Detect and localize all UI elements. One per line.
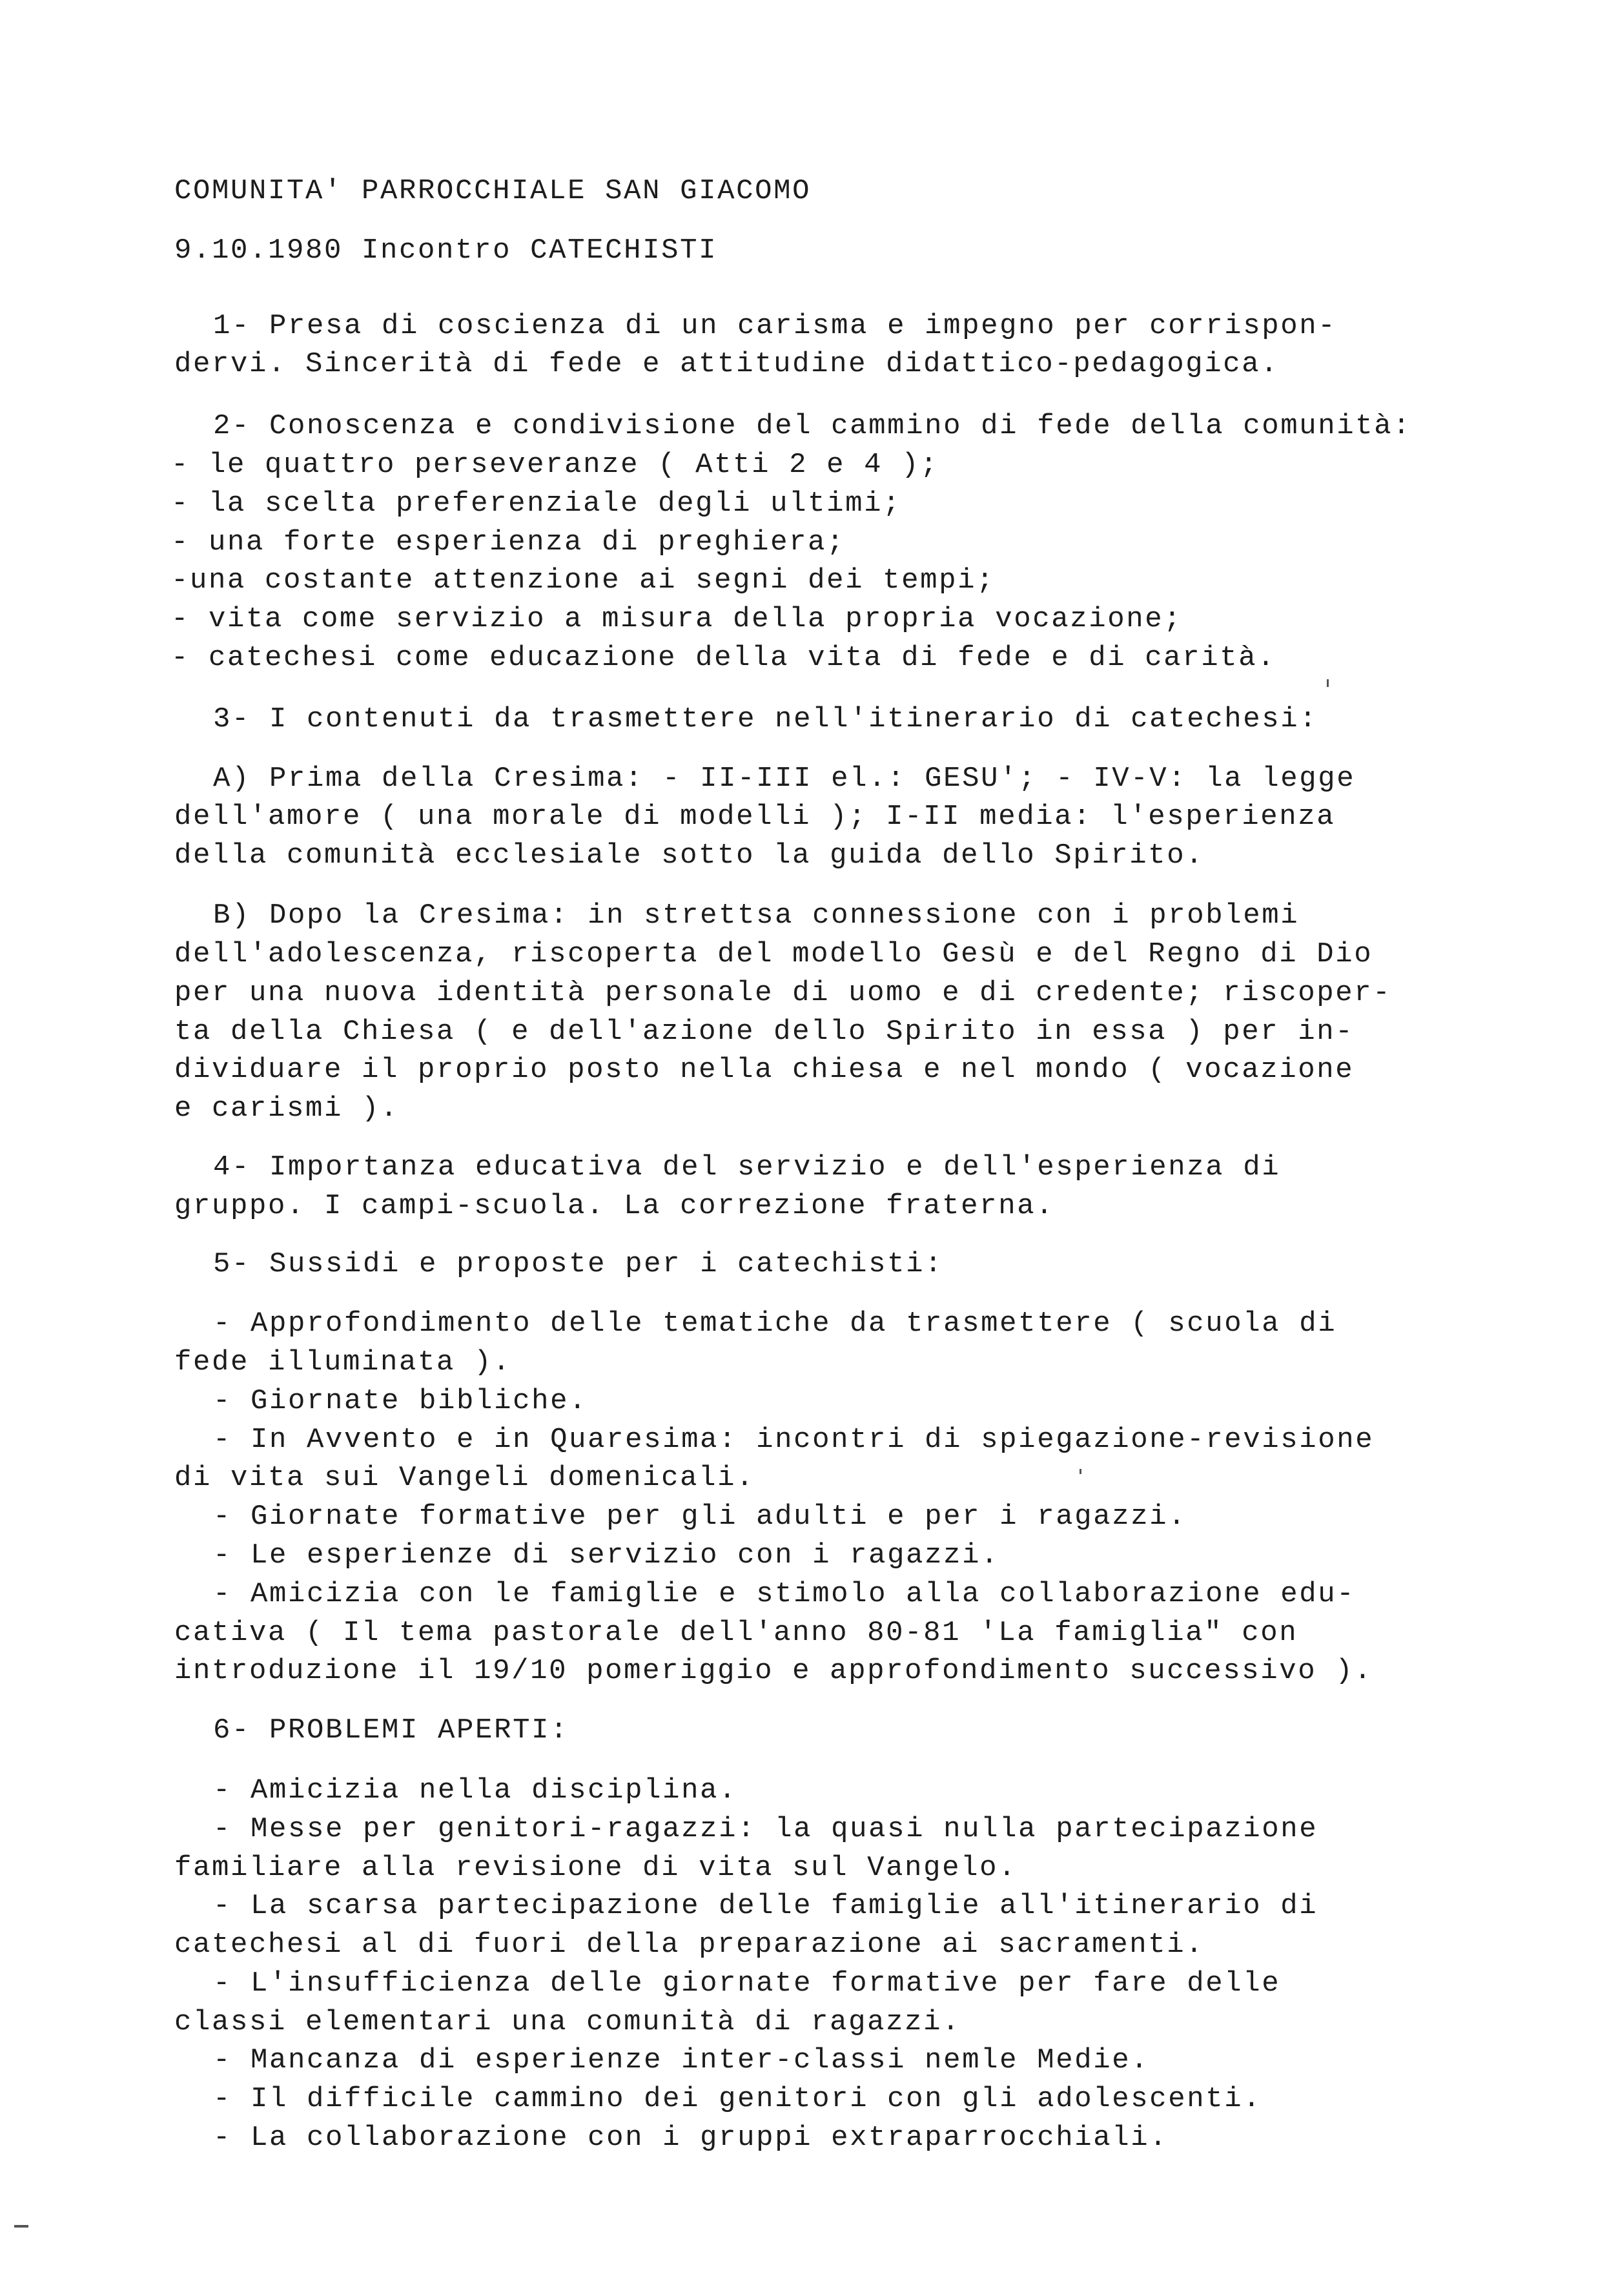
- section-2-item: -una costante attenzione ai segni dei tempi;: [171, 564, 996, 597]
- section-6-line: - Messe per genitori-ragazzi: la quasi nulla partecipazione: [213, 1813, 1318, 1845]
- section-1-line: 1- Presa di coscienza di un carisma e impegno per corrispon-: [213, 310, 1337, 342]
- scan-mark: [1080, 1469, 1081, 1474]
- meeting-date-title: 9.10.1980 Incontro CATECHISTI: [174, 234, 718, 267]
- section-5-line: - Approfondimento delle tematiche da trasmettere ( scuola di: [213, 1307, 1337, 1340]
- section-3b-line: ta della Chiesa ( e dell'azione dello Spirito in essa ) per in-: [174, 1016, 1355, 1048]
- section-3a-line: A) Prima della Cresima: - II-III el.: GESU'; - IV-V: la legge: [213, 763, 1356, 795]
- section-3-intro: 3- I contenuti da trasmettere nell'itinerario di catechesi:: [213, 703, 1318, 735]
- section-3b-line: B) Dopo la Cresima: in strettsa connessione con i problemi: [213, 899, 1300, 932]
- section-3b-line: e carismi ).: [174, 1092, 400, 1125]
- section-6-line: catechesi al di fuori della preparazione ai sacramenti.: [174, 1929, 1205, 1961]
- section-3a-line: dell'amore ( una morale di modelli ); I-II media: l'esperienza: [174, 801, 1336, 833]
- section-5-intro: 5- Sussidi e proposte per i catechisti:: [213, 1248, 944, 1280]
- section-5-line: - In Avvento e in Quaresima: incontri di spiegazione-revisione: [213, 1424, 1375, 1456]
- section-4-line: gruppo. I campi-scuola. La correzione fraterna.: [174, 1190, 1055, 1222]
- section-5-line: - Giornate formative per gli adulti e per i ragazzi.: [213, 1501, 1187, 1533]
- scan-mark: [1327, 679, 1329, 687]
- community-title: COMUNITA' PARROCCHIALE SAN GIACOMO: [174, 175, 812, 207]
- section-3b-line: per una nuova identità personale di uomo e di credente; riscoper-: [174, 977, 1392, 1009]
- section-2-item: - catechesi come educazione della vita di fede e di carità.: [171, 642, 1276, 674]
- section-5-line: di vita sui Vangeli domenicali.: [174, 1462, 755, 1494]
- section-5-line: - Le esperienze di servizio con i ragazzi.: [213, 1539, 1000, 1572]
- section-5-line: - Amicizia con le famiglie e stimolo alla collaborazione edu-: [213, 1578, 1356, 1610]
- section-6-line: - La scarsa partecipazione delle famiglie all'itinerario di: [213, 1890, 1318, 1922]
- section-2-item: - vita come servizio a misura della propria vocazione;: [171, 603, 1183, 635]
- section-5-line: fede illuminata ).: [174, 1346, 512, 1379]
- section-6-intro: 6- PROBLEMI APERTI:: [213, 1714, 569, 1747]
- section-2-item: - una forte esperienza di preghiera;: [171, 526, 846, 559]
- section-6-line: - Mancanza di esperienze inter-classi nemle Medie.: [213, 2044, 1150, 2076]
- section-3a-line: della comunità ecclesiale sotto la guida dello Spirito.: [174, 839, 1205, 872]
- section-4-line: 4- Importanza educativa del servizio e dell'esperienza di: [213, 1151, 1281, 1184]
- section-6-line: - L'insufficienza delle giornate formative per fare delle: [213, 1967, 1281, 2000]
- section-3b-line: dell'adolescenza, riscoperta del modello Gesù e del Regno di Dio: [174, 938, 1373, 970]
- scan-mark: [14, 2225, 28, 2228]
- section-6-line: - Amicizia nella disciplina.: [213, 1774, 738, 1807]
- section-1-line: dervi. Sincerità di fede e attitudine didattico-pedagogica.: [174, 348, 1280, 380]
- section-2-item: - la scelta preferenziale degli ultimi;: [171, 487, 902, 520]
- section-6-line: classi elementari una comunità di ragazzi.: [174, 2006, 961, 2038]
- section-5-line: introduzione il 19/10 pomeriggio e approfondimento successivo ).: [174, 1655, 1373, 1687]
- section-2-item: - le quattro perseveranze ( Atti 2 e 4 );: [171, 449, 939, 481]
- section-6-line: familiare alla revisione di vita sul Vangelo.: [174, 1852, 1018, 1884]
- section-5-line: cativa ( Il tema pastorale dell'anno 80-81 'La famiglia" con: [174, 1617, 1298, 1649]
- section-6-line: - La collaborazione con i gruppi extraparrocchiali.: [213, 2122, 1169, 2154]
- section-2-intro: 2- Conoscenza e condivisione del cammino di fede della comunità:: [213, 410, 1412, 442]
- section-6-line: - Il difficile cammino dei genitori con gli adolescenti.: [213, 2083, 1262, 2115]
- section-3b-line: dividuare il proprio posto nella chiesa e nel mondo ( vocazione: [174, 1054, 1355, 1086]
- section-5-line: - Giornate bibliche.: [213, 1385, 588, 1417]
